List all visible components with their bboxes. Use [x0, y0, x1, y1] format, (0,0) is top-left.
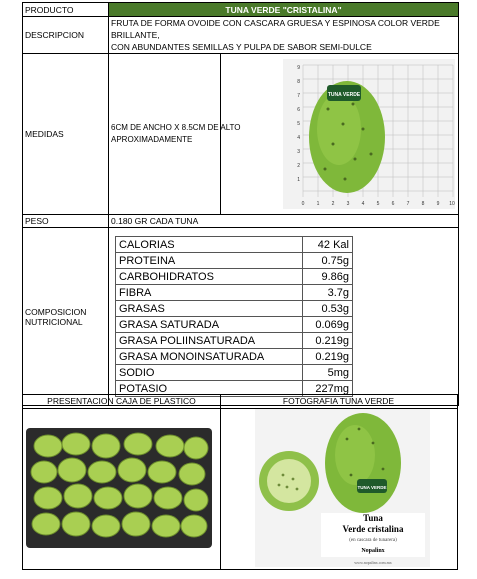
- nutrition-row: [116, 301, 353, 317]
- nutrient-value: 9.86g: [303, 269, 353, 285]
- svg-text:4: 4: [361, 201, 365, 207]
- svg-text:9: 9: [436, 201, 440, 207]
- svg-text:0: 0: [301, 201, 305, 207]
- peso-label: PESO: [23, 215, 109, 228]
- svg-text:1: 1: [316, 201, 320, 207]
- label-card-title: Tuna: [363, 513, 383, 523]
- bottom-divider: [220, 408, 221, 569]
- svg-text:2: 2: [331, 201, 335, 207]
- nutrient-value: 0.53g: [303, 301, 353, 317]
- label-card-subtitle: Verde cristalina: [342, 524, 404, 534]
- measurement-photo: [283, 59, 455, 209]
- nutrient-value: 42 Kal: [303, 237, 353, 253]
- nutrient-name: GRASAS: [116, 301, 303, 317]
- descripcion-label: DESCRIPCION: [23, 17, 109, 54]
- svg-text:2: 2: [297, 163, 300, 169]
- svg-text:8: 8: [297, 79, 300, 85]
- label-card-brand: Nopalinx: [361, 548, 385, 554]
- fotografia-photo: [255, 409, 430, 567]
- svg-text:10: 10: [449, 201, 455, 207]
- composicion-label: [23, 228, 109, 406]
- svg-text:7: 7: [406, 201, 410, 207]
- nutrient-name: SODIO: [116, 365, 303, 381]
- svg-text:3: 3: [346, 201, 350, 207]
- svg-text:5: 5: [376, 201, 380, 207]
- nutrient-value: 0.219g: [303, 333, 353, 349]
- nutrient-value: 0.219g: [303, 349, 353, 365]
- nutrient-name: CALORIAS: [116, 237, 303, 253]
- nutrient-value: 5mg: [303, 365, 353, 381]
- svg-text:5: 5: [297, 121, 300, 127]
- fotografia-header: FOTOGRAFIA TUNA VERDE: [220, 395, 457, 409]
- descripcion-line-1: FRUTA DE FORMA OVOIDE CON CASCARA GRUESA Y ESPINOSA COLOR VERDE BRILLANTE,: [111, 18, 440, 40]
- nutrition-row: [116, 365, 353, 381]
- nutrient-value: 227mg: [303, 381, 353, 397]
- label-card-url: www.nopalinx.com.mx: [354, 560, 392, 565]
- nutrient-name: GRASA POLIINSATURADA: [116, 333, 303, 349]
- nutrition-table: [115, 236, 353, 397]
- nutrient-value: 0.75g: [303, 253, 353, 269]
- medidas-text-cell: [109, 54, 241, 215]
- ruler-y-labels: [297, 65, 300, 183]
- nutrient-name: FIBRA: [116, 285, 303, 301]
- nutrition-row: [116, 317, 353, 333]
- product-label-card: [321, 513, 425, 565]
- svg-text:1: 1: [297, 177, 300, 183]
- nutrition-row: [116, 285, 353, 301]
- svg-text:9: 9: [297, 65, 300, 71]
- descripcion-text: [109, 17, 459, 54]
- svg-text:7: 7: [297, 93, 300, 99]
- descripcion-line-2: CON ABUNDANTES SEMILLAS Y PULPA DE SABOR SEMI-DULCE: [111, 42, 372, 52]
- peso-value: 0.180 GR CADA TUNA: [109, 215, 459, 228]
- nutrient-name: GRASA MONOINSATURADA: [116, 349, 303, 365]
- svg-text:3: 3: [297, 149, 300, 155]
- label-card-note: (en cascara de tunarera): [349, 538, 397, 543]
- nutrient-name: POTASIO: [116, 381, 303, 397]
- fruit-photo-sticker-text: TUNA VERDE: [357, 485, 387, 490]
- composicion-label-line-2: NUTRICIONAL: [25, 316, 83, 327]
- nutrition-row: [116, 269, 353, 285]
- bottom-section: [22, 394, 458, 570]
- product-title: TUNA VERDE "CRISTALINA": [109, 3, 459, 17]
- nutrition-row: [116, 333, 353, 349]
- svg-text:6: 6: [297, 107, 300, 113]
- nutrition-cell: [109, 228, 459, 406]
- svg-text:8: 8: [421, 201, 425, 207]
- nutrition-row: [116, 237, 353, 253]
- product-spec-sheet: [22, 2, 459, 406]
- svg-text:4: 4: [297, 135, 300, 141]
- medidas-photo-cell: [221, 54, 459, 215]
- nutrient-value: 3.7g: [303, 285, 353, 301]
- nutrient-name: PROTEINA: [116, 253, 303, 269]
- presentacion-header: PRESENTACION CAJA DE PLASTICO: [23, 395, 221, 409]
- nutrient-name: GRASA SATURADA: [116, 317, 303, 333]
- fruit-sticker-text: TUNA VERDE: [327, 92, 361, 98]
- producto-label: PRODUCTO: [23, 3, 109, 17]
- crate-photo: [26, 428, 212, 548]
- medidas-text: 6CM DE ANCHO X 8.5CM DE ALTO APROXIMADAMENTE: [111, 123, 241, 144]
- nutrient-value: 0.069g: [303, 317, 353, 333]
- nutrition-row: [116, 253, 353, 269]
- medidas-label: MEDIDAS: [23, 54, 109, 215]
- svg-text:6: 6: [391, 201, 395, 207]
- nutrition-row: [116, 349, 353, 365]
- nutrient-name: CARBOHIDRATOS: [116, 269, 303, 285]
- composicion-label-line-1: COMPOSICION: [25, 306, 87, 317]
